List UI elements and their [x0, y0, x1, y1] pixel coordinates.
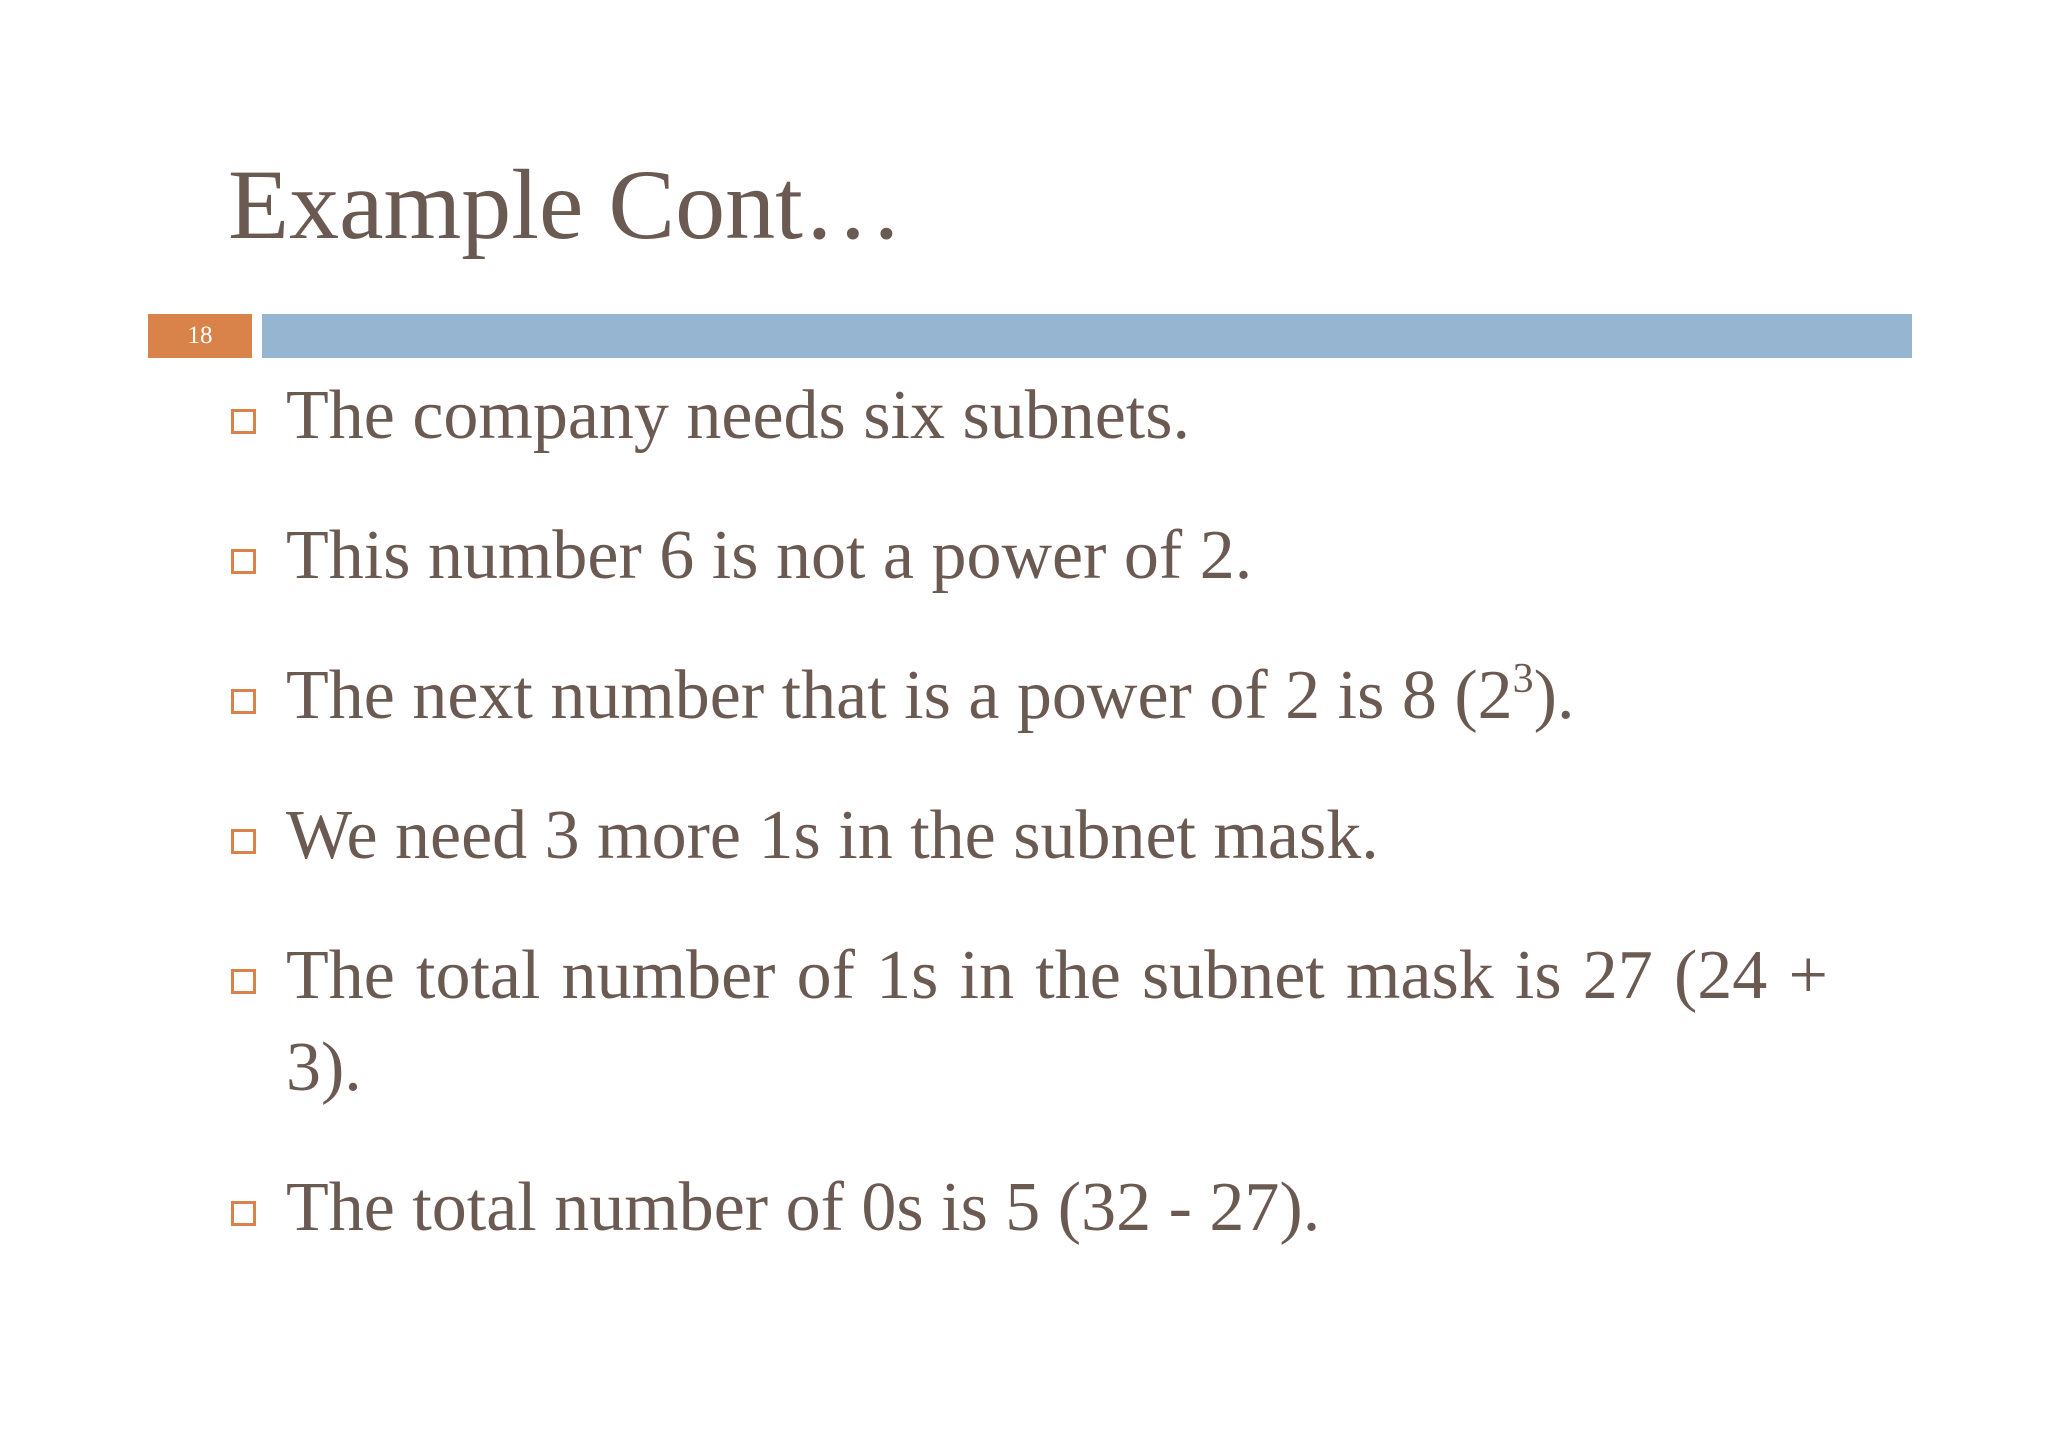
superscript-exponent: 3	[1512, 656, 1534, 702]
bullet-text: The total number of 0s is 5 (32 - 27).	[286, 1169, 1321, 1246]
hollow-square-icon	[231, 549, 256, 574]
bullet-text: The total number of 1s in the subnet mask is 27 (24 + 3).	[286, 937, 1828, 1106]
hollow-square-icon	[231, 829, 256, 854]
bullet-text: We need 3 more 1s in the subnet mask.	[286, 797, 1379, 874]
title-divider-bar	[262, 314, 1912, 358]
list-item	[228, 930, 1828, 1114]
bullet-text-before: The next number that is a power of 2 is 8 (2	[286, 657, 1513, 734]
hollow-square-icon	[231, 1201, 256, 1226]
hollow-square-icon	[231, 409, 256, 434]
page-number: 18	[187, 322, 213, 349]
list-item	[228, 1162, 1828, 1254]
list-item	[228, 790, 1828, 882]
bullet-list	[228, 370, 1828, 1302]
bullet-text-after: ).	[1533, 657, 1575, 734]
list-item	[228, 650, 1828, 742]
hollow-square-icon	[231, 969, 256, 994]
bullet-text: The company needs six subnets.	[286, 377, 1190, 454]
slide-title: Example Cont…	[228, 149, 903, 260]
list-item	[228, 510, 1828, 602]
bullet-text: This number 6 is not a power of 2.	[286, 517, 1253, 594]
page-number-badge	[148, 314, 252, 358]
hollow-square-icon	[231, 689, 256, 714]
list-item	[228, 370, 1828, 462]
